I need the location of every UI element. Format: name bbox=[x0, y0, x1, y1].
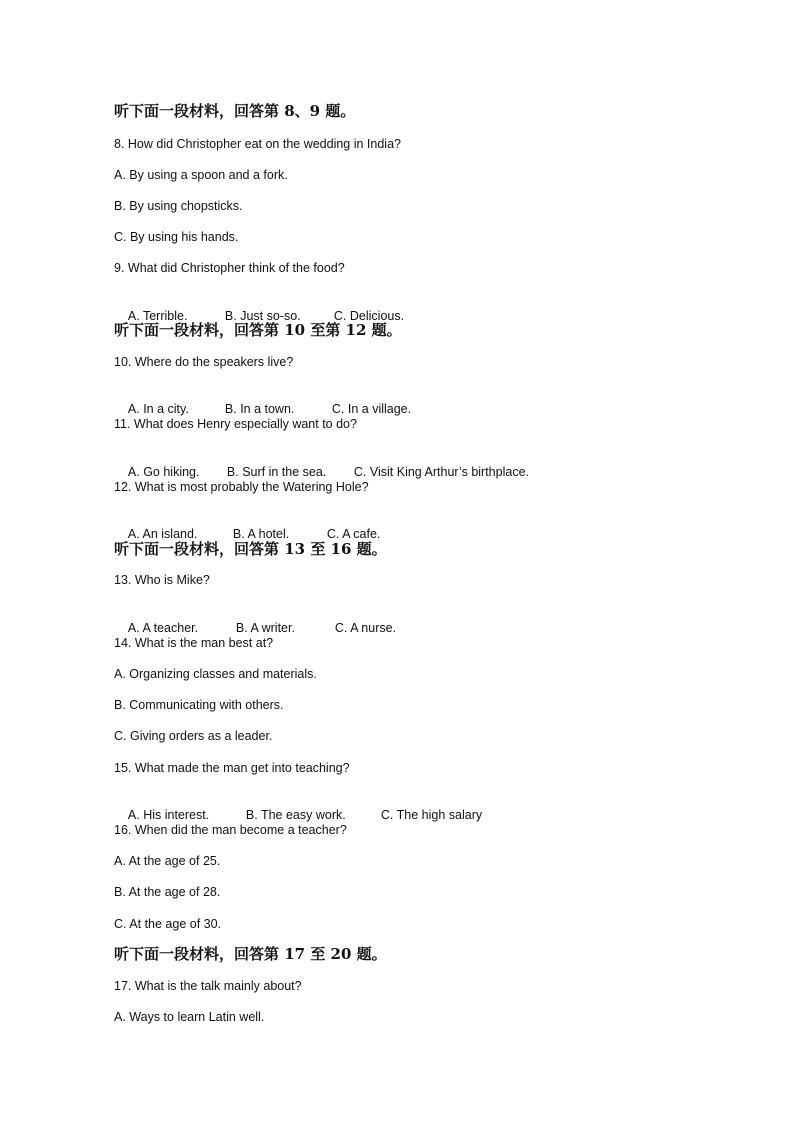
answer-option: B. By using chopsticks. bbox=[114, 199, 243, 213]
answer-option: C. A nurse. bbox=[334, 621, 397, 635]
answer-option: C. Visit King Arthur’s birthplace. bbox=[353, 465, 529, 479]
question-text: 16. When did the man become a teacher? bbox=[114, 823, 347, 837]
question-text: 8. How did Christopher eat on the wedding in India? bbox=[114, 137, 401, 151]
answer-option: B. Communicating with others. bbox=[114, 698, 284, 712]
question-text: 10. Where do the speakers live? bbox=[114, 355, 294, 369]
section-heading: 听下面一段材料，回答第 8、9 题。 bbox=[114, 102, 356, 120]
question-text: 15. What made the man get into teaching? bbox=[114, 761, 350, 775]
answer-option: C. The high salary bbox=[380, 808, 483, 822]
answer-option: B. In a town. bbox=[224, 402, 295, 416]
answer-option: C. Giving orders as a leader. bbox=[114, 729, 273, 743]
answer-option: C. By using his hands. bbox=[114, 230, 239, 244]
answer-option: A. Organizing classes and materials. bbox=[114, 667, 317, 681]
answer-option: A. His interest. bbox=[127, 808, 210, 822]
answer-option: B. The easy work. bbox=[245, 808, 346, 822]
answer-option: A. Ways to learn Latin well. bbox=[114, 1010, 265, 1024]
answer-option: B. Surf in the sea. bbox=[226, 465, 327, 479]
answer-option: B. A hotel. bbox=[232, 527, 290, 541]
section-heading: 听下面一段材料，回答第 10 至第 12 题。 bbox=[114, 321, 402, 339]
section-heading: 听下面一段材料，回答第 17 至 20 题。 bbox=[114, 945, 387, 963]
answer-option: C. A cafe. bbox=[326, 527, 381, 541]
answer-option: A. Terrible. bbox=[127, 309, 188, 323]
question-text: 11. What does Henry especially want to do? bbox=[114, 417, 357, 431]
answer-option: A. Go hiking. bbox=[127, 465, 200, 479]
question-text: 14. What is the man best at? bbox=[114, 636, 274, 650]
answer-option: C. In a village. bbox=[331, 402, 412, 416]
question-text: 13. Who is Mike? bbox=[114, 573, 210, 587]
answer-option: A. In a city. bbox=[127, 402, 189, 416]
answer-option: B. Just so-so. bbox=[224, 309, 301, 323]
answer-option: C. Delicious. bbox=[333, 309, 405, 323]
question-text: 12. What is most probably the Watering Hole? bbox=[114, 480, 369, 494]
answer-option: A. At the age of 25. bbox=[114, 854, 221, 868]
answer-option: A. A teacher. bbox=[127, 621, 199, 635]
section-heading: 听下面一段材料，回答第 13 至 16 题。 bbox=[114, 540, 387, 558]
answer-option: A. By using a spoon and a fork. bbox=[114, 168, 288, 182]
answer-option: A. An island. bbox=[127, 527, 198, 541]
question-text: 9. What did Christopher think of the food? bbox=[114, 261, 345, 275]
answer-option: B. At the age of 28. bbox=[114, 885, 221, 899]
answer-option: C. At the age of 30. bbox=[114, 917, 222, 931]
question-text: 17. What is the talk mainly about? bbox=[114, 979, 302, 993]
answer-option: B. A writer. bbox=[235, 621, 295, 635]
